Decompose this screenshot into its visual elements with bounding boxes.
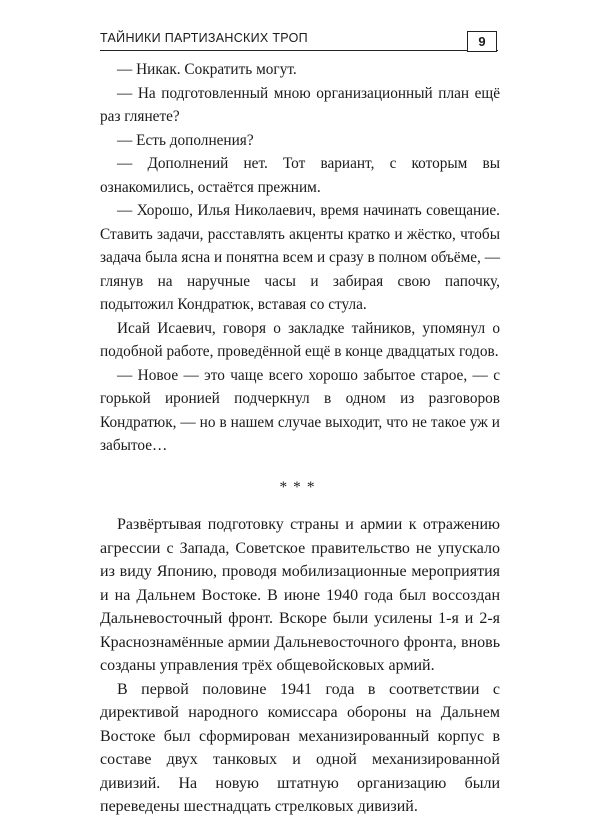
paragraph: — На подготовленный мною организационный план ещё раз глянете? [100, 84, 500, 125]
paragraph: — Никак. Сократить могут. [117, 61, 297, 78]
paragraph: — Дополнений нет. Тот вариант, с которым вы ознакомились, остаётся прежним. [100, 155, 500, 196]
running-header [100, 31, 498, 52]
page-number: 9 [467, 31, 497, 52]
paragraph: Развёртывая подготовку страны и армии к отражению агрессии с Запада, Советское правительство не упускало из виду Японию, проводя мобилизационные мероприятия и на Дальнем Востоке. В июне 1940 года был воссоздан Дальневосточный фронт. Вскоре были усилены 1-я и 2-я Краснознамённые армии Дальневосточного фронта, вновь созданы управления трёх общевойсковых армий. [100, 516, 500, 674]
running-title: ТАЙНИКИ ПАРТИЗАНСКИХ ТРОП [100, 31, 308, 45]
paragraph: В первой половине 1941 года в соответствии с директивой народного комиссара обороны на Дальнем Востоке был сформирован механизированный корпус в составе двух танковых и одной механизированной дивизий. На новую штатную организацию были переведены шестнадцать стрелковых дивизий. [100, 680, 500, 815]
header-rule [100, 50, 498, 51]
body-text [100, 58, 500, 819]
section-separator: *** [279, 478, 321, 496]
paragraph: Исай Исаевич, говоря о закладке тайников, упомянул о подобной работе, проведённой ещё в конце двадцатых годов. [100, 319, 500, 360]
paragraph: — Хорошо, Илья Николаевич, время начинать совещание. Ставить задачи, расставлять акценты кратко и жёстко, чтобы задача была ясна и понятна всем и сразу в полном объёме, — глянув на наручные часы и забирая свою папочку, подытожил Кондратюк, вставая со стула. [100, 202, 500, 313]
paragraph: — Новое — это чаще всего хорошо забытое старое, — с горькой иронией подчеркнул в одном из разговоров Кондратюк, — но в нашем случае выходит, что не такое уж и забытое… [100, 366, 500, 454]
paragraph: — Есть дополнения? [117, 131, 254, 149]
